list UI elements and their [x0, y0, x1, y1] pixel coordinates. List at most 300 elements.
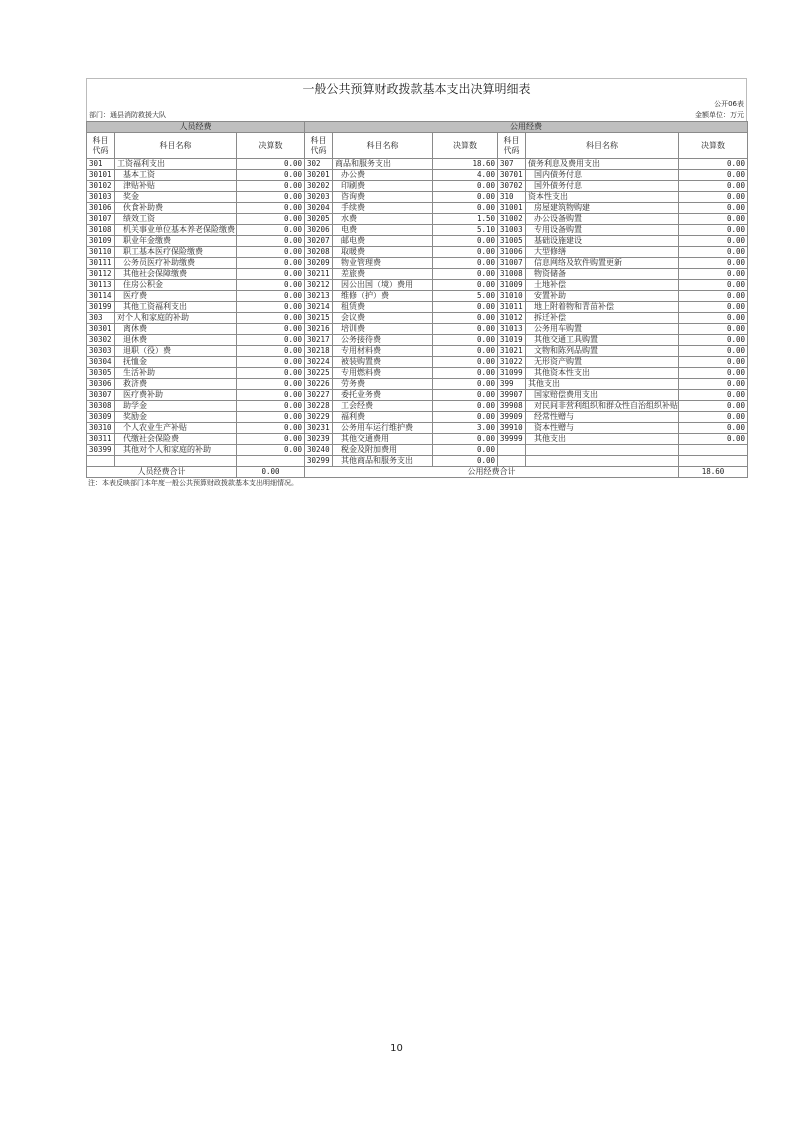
cell-code: 30203	[305, 192, 333, 203]
cell-name: 印刷费	[333, 181, 433, 192]
cell-code: 30306	[87, 379, 115, 390]
cell-amount: 1.50	[433, 214, 498, 225]
cell-code: 31012	[498, 313, 526, 324]
cell-name: 救济费	[115, 379, 237, 390]
cell-name: 职工基本医疗保险缴费	[115, 247, 237, 258]
cell-amount: 0.00	[433, 181, 498, 192]
cell-code: 30225	[305, 368, 333, 379]
cell-name: 拆迁补偿	[526, 313, 679, 324]
table-row	[87, 445, 748, 456]
cell-code: 30206	[305, 225, 333, 236]
cell-code: 30114	[87, 291, 115, 302]
cell-code: 30229	[305, 412, 333, 423]
cell-name: 资本性赠与	[526, 423, 679, 434]
cell-code: 30101	[87, 170, 115, 181]
cell-name	[115, 456, 237, 467]
table-row	[87, 434, 748, 445]
cell-amount: 0.00	[237, 390, 305, 401]
cell-code: 39909	[498, 412, 526, 423]
cell-amount: 0.00	[433, 401, 498, 412]
cell-code	[498, 445, 526, 456]
cell-name: 办公设备购置	[526, 214, 679, 225]
table-title: 一般公共预算财政拨款基本支出决算明细表	[86, 78, 747, 99]
public-total-label: 公用经费合计	[305, 467, 679, 478]
cell-code: 30307	[87, 390, 115, 401]
cell-name: 无形资产购置	[526, 357, 679, 368]
cell-name: 公务接待费	[333, 335, 433, 346]
cell-name: 工资福利支出	[115, 159, 237, 170]
cell-name: 信息网络及软件购置更新	[526, 258, 679, 269]
cell-code: 30215	[305, 313, 333, 324]
cell-amount	[237, 456, 305, 467]
cell-code: 39999	[498, 434, 526, 445]
cell-amount: 0.00	[679, 203, 748, 214]
cell-code	[498, 456, 526, 467]
cell-code: 30311	[87, 434, 115, 445]
cell-name: 大型修缮	[526, 247, 679, 258]
cell-name: 其他对个人和家庭的补助	[115, 445, 237, 456]
cell-amount: 0.00	[237, 423, 305, 434]
cell-name: 文物和陈列品购置	[526, 346, 679, 357]
cell-name: 维修（护）费	[333, 291, 433, 302]
cell-name: 商品和服务支出	[333, 159, 433, 170]
personnel-total-label: 人员经费合计	[87, 467, 237, 478]
cell-amount: 0.00	[433, 192, 498, 203]
cell-code: 30111	[87, 258, 115, 269]
cell-amount: 0.00	[237, 269, 305, 280]
cell-name: 培训费	[333, 324, 433, 335]
cell-name: 其他支出	[526, 379, 679, 390]
cell-code: 30701	[498, 170, 526, 181]
cell-amount: 0.00	[237, 159, 305, 170]
cell-code: 30113	[87, 280, 115, 291]
header-name: 科目名称	[526, 133, 679, 159]
cell-amount: 0.00	[679, 247, 748, 258]
cell-amount: 0.00	[433, 203, 498, 214]
public-total-value: 18.60	[679, 467, 748, 478]
cell-code: 31011	[498, 302, 526, 313]
cell-amount: 0.00	[237, 313, 305, 324]
table-row	[87, 280, 748, 291]
cell-name: 水费	[333, 214, 433, 225]
cell-name: 住房公积金	[115, 280, 237, 291]
cell-amount: 0.00	[237, 346, 305, 357]
cell-amount: 0.00	[679, 324, 748, 335]
cell-code: 30399	[87, 445, 115, 456]
cell-amount: 3.00	[433, 423, 498, 434]
cell-amount: 0.00	[679, 192, 748, 203]
cell-amount: 0.00	[679, 423, 748, 434]
cell-amount: 0.00	[237, 291, 305, 302]
cell-amount: 0.00	[237, 368, 305, 379]
cell-name: 委托业务费	[333, 390, 433, 401]
cell-name: 奖励金	[115, 412, 237, 423]
table-row	[87, 269, 748, 280]
group-header-row	[87, 122, 748, 133]
cell-code: 31099	[498, 368, 526, 379]
cell-name: 其他资本性支出	[526, 368, 679, 379]
cell-code: 30239	[305, 434, 333, 445]
cell-amount: 0.00	[679, 170, 748, 181]
header-code: 科目代码	[87, 133, 115, 159]
cell-amount: 0.00	[679, 390, 748, 401]
table-row	[87, 192, 748, 203]
cell-code: 30305	[87, 368, 115, 379]
personnel-total-value: 0.00	[237, 467, 305, 478]
cell-amount: 0.00	[237, 335, 305, 346]
cell-code: 31007	[498, 258, 526, 269]
cell-amount: 0.00	[679, 269, 748, 280]
table-row	[87, 456, 748, 467]
expenditure-table	[86, 121, 748, 478]
cell-amount: 0.00	[679, 302, 748, 313]
cell-amount: 0.00	[433, 324, 498, 335]
cell-code: 30218	[305, 346, 333, 357]
header-code: 科目代码	[305, 133, 333, 159]
cell-code: 30199	[87, 302, 115, 313]
cell-code: 31009	[498, 280, 526, 291]
table-row	[87, 390, 748, 401]
cell-name: 个人农业生产补贴	[115, 423, 237, 434]
cell-code: 39907	[498, 390, 526, 401]
table-row	[87, 368, 748, 379]
cell-amount: 0.00	[433, 335, 498, 346]
cell-code: 30302	[87, 335, 115, 346]
cell-name: 职业年金缴费	[115, 236, 237, 247]
cell-code: 307	[498, 159, 526, 170]
header-amount: 决算数	[237, 133, 305, 159]
cell-amount: 0.00	[433, 445, 498, 456]
cell-name: 国外债务付息	[526, 181, 679, 192]
cell-name: 咨询费	[333, 192, 433, 203]
cell-amount: 0.00	[679, 357, 748, 368]
cell-name: 工会经费	[333, 401, 433, 412]
cell-name: 绩效工资	[115, 214, 237, 225]
cell-name: 取暖费	[333, 247, 433, 258]
cell-amount: 0.00	[433, 302, 498, 313]
cell-amount: 0.00	[433, 456, 498, 467]
cell-name: 伙食补助费	[115, 203, 237, 214]
cell-name: 地上附着物和青苗补偿	[526, 302, 679, 313]
group-personnel: 人员经费	[87, 122, 305, 133]
cell-code: 30202	[305, 181, 333, 192]
cell-code: 30110	[87, 247, 115, 258]
cell-code: 303	[87, 313, 115, 324]
header-name: 科目名称	[115, 133, 237, 159]
table-row	[87, 379, 748, 390]
cell-amount: 0.00	[433, 368, 498, 379]
department-label: 部门：通县消防救援大队	[89, 111, 166, 119]
cell-amount: 0.00	[237, 203, 305, 214]
cell-name: 电费	[333, 225, 433, 236]
table-row	[87, 181, 748, 192]
cell-name: 邮电费	[333, 236, 433, 247]
cell-name: 生活补助	[115, 368, 237, 379]
cell-name: 公务员医疗补助缴费	[115, 258, 237, 269]
cell-amount: 0.00	[679, 434, 748, 445]
cell-code: 39908	[498, 401, 526, 412]
cell-code: 30106	[87, 203, 115, 214]
table-row	[87, 313, 748, 324]
table-row	[87, 335, 748, 346]
cell-amount: 0.00	[679, 236, 748, 247]
cell-amount: 0.00	[237, 379, 305, 390]
table-row	[87, 324, 748, 335]
cell-code: 30204	[305, 203, 333, 214]
header-amount: 决算数	[433, 133, 498, 159]
table-row	[87, 401, 748, 412]
cell-code: 31019	[498, 335, 526, 346]
header-amount: 决算数	[679, 133, 748, 159]
cell-name: 差旅费	[333, 269, 433, 280]
cell-amount: 0.00	[433, 390, 498, 401]
cell-amount: 0.00	[237, 236, 305, 247]
cell-name: 会议费	[333, 313, 433, 324]
totals-row	[87, 467, 748, 478]
cell-code: 31008	[498, 269, 526, 280]
cell-name: 基本工资	[115, 170, 237, 181]
cell-name: 对民间非营利组织和群众性自治组织补贴	[526, 401, 679, 412]
cell-code: 30207	[305, 236, 333, 247]
cell-name: 劳务费	[333, 379, 433, 390]
cell-name: 助学金	[115, 401, 237, 412]
cell-code: 30209	[305, 258, 333, 269]
cell-code: 30211	[305, 269, 333, 280]
table-row	[87, 203, 748, 214]
cell-name: 办公费	[333, 170, 433, 181]
table-row	[87, 258, 748, 269]
cell-code: 31003	[498, 225, 526, 236]
cell-amount: 0.00	[237, 181, 305, 192]
cell-amount: 0.00	[433, 313, 498, 324]
cell-name	[526, 445, 679, 456]
cell-name: 其他交通工具购置	[526, 335, 679, 346]
cell-code: 30304	[87, 357, 115, 368]
cell-name: 其他商品和服务支出	[333, 456, 433, 467]
cell-name: 公务用车购置	[526, 324, 679, 335]
cell-name: 被装购置费	[333, 357, 433, 368]
table-row	[87, 346, 748, 357]
cell-name: 债务利息及费用支出	[526, 159, 679, 170]
cell-code: 301	[87, 159, 115, 170]
cell-code: 30226	[305, 379, 333, 390]
page-number: 10	[390, 1043, 403, 1054]
cell-code: 30227	[305, 390, 333, 401]
cell-amount: 0.00	[433, 236, 498, 247]
cell-code: 30201	[305, 170, 333, 181]
cell-code: 30216	[305, 324, 333, 335]
table-row	[87, 214, 748, 225]
cell-name: 经常性赠与	[526, 412, 679, 423]
cell-code: 30303	[87, 346, 115, 357]
cell-name: 公务用车运行维护费	[333, 423, 433, 434]
cell-name: 资本性支出	[526, 192, 679, 203]
cell-name	[526, 456, 679, 467]
cell-code: 30212	[305, 280, 333, 291]
cell-name: 退休费	[115, 335, 237, 346]
cell-code: 30310	[87, 423, 115, 434]
cell-code: 31021	[498, 346, 526, 357]
footnote: 注：本表反映部门本年度一般公共预算财政拨款基本支出明细情况。	[88, 479, 298, 487]
cell-code: 30217	[305, 335, 333, 346]
cell-amount: 0.00	[679, 181, 748, 192]
cell-code: 30102	[87, 181, 115, 192]
cell-code: 31005	[498, 236, 526, 247]
cell-code: 31001	[498, 203, 526, 214]
table-row	[87, 291, 748, 302]
cell-amount: 0.00	[679, 379, 748, 390]
cell-amount: 0.00	[433, 412, 498, 423]
cell-amount: 0.00	[237, 357, 305, 368]
cell-amount: 0.00	[679, 412, 748, 423]
cell-name: 手续费	[333, 203, 433, 214]
cell-amount	[679, 456, 748, 467]
cell-name: 代缴社会保险费	[115, 434, 237, 445]
cell-name: 专用燃料费	[333, 368, 433, 379]
cell-code: 30240	[305, 445, 333, 456]
cell-amount: 0.00	[433, 434, 498, 445]
table-row	[87, 170, 748, 181]
cell-amount: 0.00	[237, 192, 305, 203]
cell-name: 安置补助	[526, 291, 679, 302]
cell-code: 31022	[498, 357, 526, 368]
cell-amount: 0.00	[237, 412, 305, 423]
cell-amount: 0.00	[237, 445, 305, 456]
cell-name: 机关事业单位基本养老保险缴费	[115, 225, 237, 236]
cell-amount: 0.00	[237, 214, 305, 225]
report-sheet	[86, 78, 747, 489]
cell-code: 30107	[87, 214, 115, 225]
cell-amount	[679, 445, 748, 456]
cell-name: 租赁费	[333, 302, 433, 313]
table-row	[87, 236, 748, 247]
cell-code: 30224	[305, 357, 333, 368]
cell-code: 39910	[498, 423, 526, 434]
cell-amount: 18.60	[433, 159, 498, 170]
cell-name: 其他支出	[526, 434, 679, 445]
cell-name: 因公出国（境）费用	[333, 280, 433, 291]
cell-name: 医疗费补助	[115, 390, 237, 401]
cell-name: 其他交通费用	[333, 434, 433, 445]
group-public: 公用经费	[305, 122, 748, 133]
cell-name: 物业管理费	[333, 258, 433, 269]
cell-code: 30208	[305, 247, 333, 258]
cell-amount: 4.00	[433, 170, 498, 181]
cell-code: 30103	[87, 192, 115, 203]
cell-amount: 0.00	[679, 401, 748, 412]
cell-amount: 0.00	[237, 324, 305, 335]
cell-amount: 0.00	[679, 159, 748, 170]
cell-amount: 0.00	[679, 346, 748, 357]
cell-name: 专用设备购置	[526, 225, 679, 236]
table-row	[87, 302, 748, 313]
cell-name: 其他工资福利支出	[115, 302, 237, 313]
cell-amount: 0.00	[679, 280, 748, 291]
cell-name: 福利费	[333, 412, 433, 423]
cell-code: 31002	[498, 214, 526, 225]
cell-code: 30112	[87, 269, 115, 280]
cell-name: 国家赔偿费用支出	[526, 390, 679, 401]
cell-name: 对个人和家庭的补助	[115, 313, 237, 324]
cell-amount: 0.00	[237, 247, 305, 258]
cell-name: 物资储备	[526, 269, 679, 280]
cell-code: 30231	[305, 423, 333, 434]
cell-name: 其他社会保障缴费	[115, 269, 237, 280]
cell-name: 国内债务付息	[526, 170, 679, 181]
cell-name: 奖金	[115, 192, 237, 203]
cell-code: 30213	[305, 291, 333, 302]
cell-amount: 5.10	[433, 225, 498, 236]
table-row	[87, 412, 748, 423]
cell-amount: 0.00	[237, 302, 305, 313]
cell-code: 30109	[87, 236, 115, 247]
table-row	[87, 247, 748, 258]
cell-code: 399	[498, 379, 526, 390]
cell-code: 30702	[498, 181, 526, 192]
cell-amount: 0.00	[679, 368, 748, 379]
cell-code: 31013	[498, 324, 526, 335]
cell-name: 税金及附加费用	[333, 445, 433, 456]
table-row	[87, 159, 748, 170]
cell-amount: 0.00	[433, 269, 498, 280]
form-code: 公开06表	[86, 99, 747, 110]
cell-name: 医疗费	[115, 291, 237, 302]
cell-amount: 0.00	[433, 258, 498, 269]
cell-amount: 0.00	[679, 313, 748, 324]
cell-name: 离休费	[115, 324, 237, 335]
cell-amount: 0.00	[237, 434, 305, 445]
cell-code: 30214	[305, 302, 333, 313]
cell-name: 抚恤金	[115, 357, 237, 368]
cell-amount: 0.00	[433, 346, 498, 357]
cell-name: 津贴补贴	[115, 181, 237, 192]
column-header-row	[87, 133, 748, 159]
cell-amount: 0.00	[679, 335, 748, 346]
cell-amount: 0.00	[679, 225, 748, 236]
cell-code: 30301	[87, 324, 115, 335]
cell-amount: 0.00	[433, 247, 498, 258]
cell-code: 30299	[305, 456, 333, 467]
header-code: 科目代码	[498, 133, 526, 159]
unit-label: 金额单位：万元	[695, 111, 744, 119]
cell-code: 30228	[305, 401, 333, 412]
cell-code: 30309	[87, 412, 115, 423]
cell-code: 31010	[498, 291, 526, 302]
table-row	[87, 357, 748, 368]
cell-name: 专用材料费	[333, 346, 433, 357]
cell-amount: 0.00	[237, 280, 305, 291]
cell-amount: 0.00	[679, 258, 748, 269]
cell-name: 退职（役）费	[115, 346, 237, 357]
cell-amount: 0.00	[237, 258, 305, 269]
cell-code: 30108	[87, 225, 115, 236]
cell-name: 房屋建筑物购建	[526, 203, 679, 214]
cell-amount: 0.00	[237, 401, 305, 412]
table-row	[87, 225, 748, 236]
cell-name: 基础设施建设	[526, 236, 679, 247]
cell-amount: 0.00	[433, 357, 498, 368]
cell-code	[87, 456, 115, 467]
meta-row	[86, 110, 747, 121]
cell-amount: 0.00	[433, 379, 498, 390]
cell-amount: 5.00	[433, 291, 498, 302]
cell-amount: 0.00	[679, 291, 748, 302]
cell-code: 31006	[498, 247, 526, 258]
header-name: 科目名称	[333, 133, 433, 159]
table-row	[87, 423, 748, 434]
cell-code: 30308	[87, 401, 115, 412]
cell-amount: 0.00	[237, 225, 305, 236]
